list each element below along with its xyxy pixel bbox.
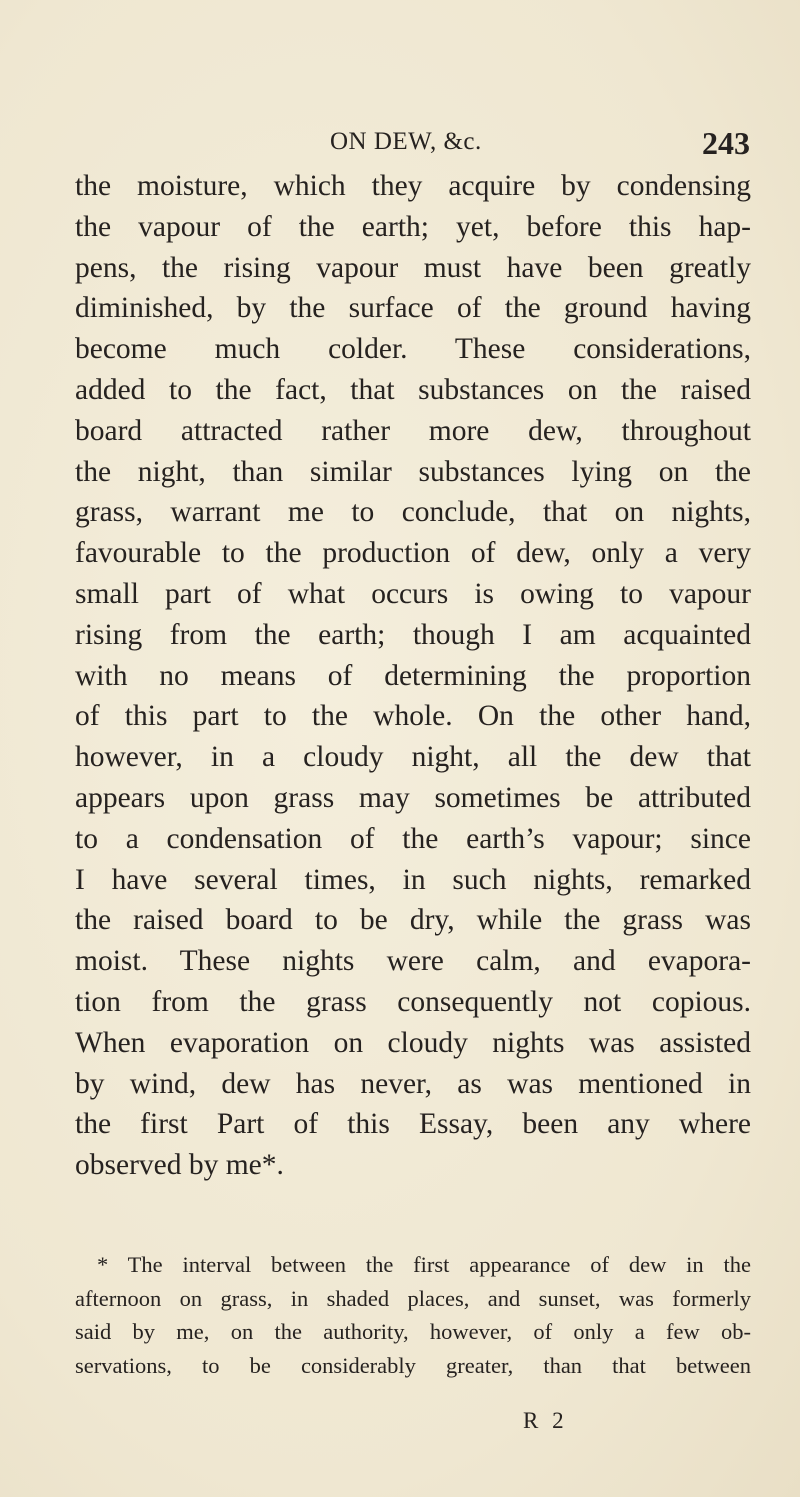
body-line: the vapour of the earth; yet, before this hap- xyxy=(75,210,751,243)
body-line: grass, warrant me to conclude, that on nights, xyxy=(75,496,751,529)
running-head xyxy=(330,125,750,168)
body-line-last: observed by me*. xyxy=(75,1149,284,1182)
body-line: however, in a cloudy night, all the dew that xyxy=(75,741,751,774)
body-line: rising from the earth; though I am acquainted xyxy=(75,618,751,651)
body-line: I have several times, in such nights, remarked xyxy=(75,863,751,896)
body-line: the first Part of this Essay, been any where xyxy=(75,1108,751,1141)
body-line: diminished, by the surface of the ground having xyxy=(75,292,751,325)
body-line: by wind, dew has never, as was mentioned in xyxy=(75,1067,751,1100)
signature-mark: R 2 xyxy=(523,1408,568,1433)
body-line: with no means of determining the proportion xyxy=(75,659,751,692)
body-line: moist. These nights were calm, and evapora- xyxy=(75,945,751,978)
body-line: board attracted rather more dew, throughout xyxy=(75,414,751,447)
body-line: pens, the rising vapour must have been greatly xyxy=(75,251,751,284)
body-line: added to the fact, that substances on the raised xyxy=(75,373,751,406)
body-line: When evaporation on cloudy nights was assisted xyxy=(75,1026,751,1059)
footnote-line: servations, to be considerably greater, than that between xyxy=(75,1353,751,1379)
body-line: appears upon grass may sometimes be attributed xyxy=(75,781,751,814)
footnote-line: * The interval between the first appearance of dew in the xyxy=(97,1252,751,1277)
footnote-line: said by me, on the authority, however, of only a few ob- xyxy=(75,1319,751,1345)
running-head-title: ON DEW, &c. xyxy=(330,128,482,155)
body-line: small part of what occurs is owing to vapour xyxy=(75,577,751,610)
body-line: tion from the grass consequently not copious. xyxy=(75,985,751,1018)
footnote-line: afternoon on grass, in shaded places, and sunset, was formerly xyxy=(75,1285,751,1311)
body-line: of this part to the whole. On the other hand, xyxy=(75,700,751,733)
footnote xyxy=(75,1248,751,1383)
page-number: 243 xyxy=(702,125,750,161)
body-line: to a condensation of the earth’s vapour; since xyxy=(75,822,751,855)
body-line: the moisture, which they acquire by condensing xyxy=(75,170,751,202)
body-line: the night, than similar substances lying on the xyxy=(75,455,751,488)
body-text xyxy=(75,166,751,1186)
body-line: the raised board to be dry, while the grass was xyxy=(75,904,751,937)
body-line: favourable to the production of dew, only a very xyxy=(75,537,751,570)
body-line: become much colder. These considerations, xyxy=(75,333,751,366)
